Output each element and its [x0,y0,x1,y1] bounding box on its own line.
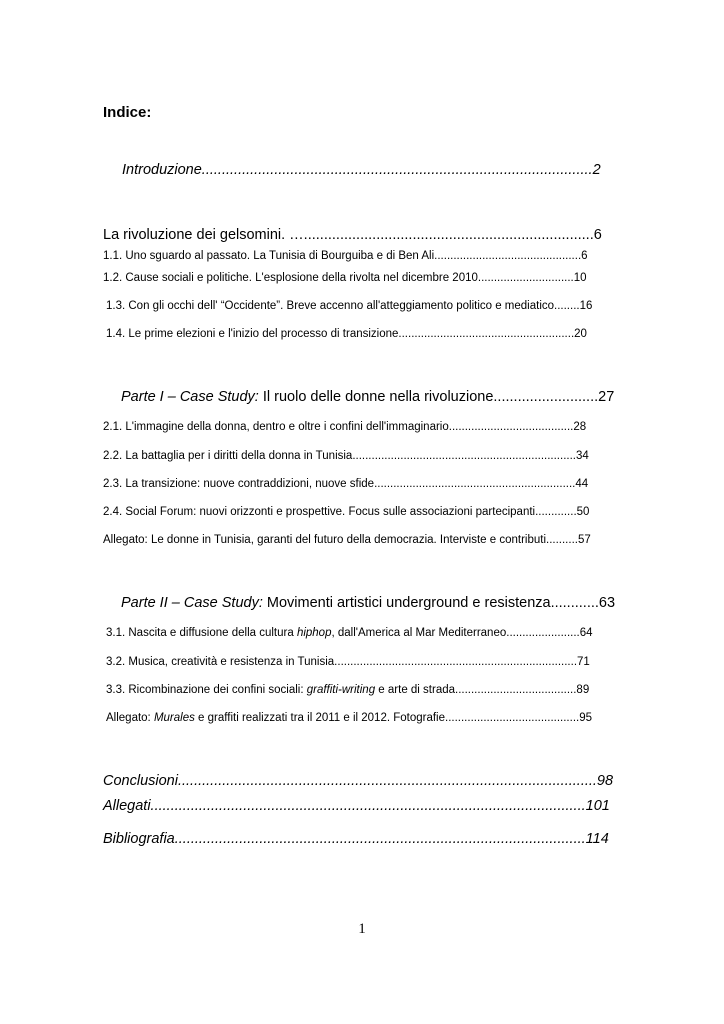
toc-section-3-3-text: 3.3. Ricombinazione dei confini sociali: [106,684,307,696]
toc-bibliografia[interactable]: Bibliografia......................................................................................................114 [103,831,609,847]
index-heading: Indice: [103,104,152,121]
toc-section-3-1-hiphop: hiphop [296,627,332,639]
toc-parte-2-title: Movimenti artistici underground e resistenza............63 [262,595,616,611]
toc-section-1-1[interactable]: 1.1. Uno sguardo al passato. La Tunisia di Bourguiba e di Ben Ali..............................................6 [103,250,588,262]
toc-section-2-4[interactable]: 2.4. Social Forum: nuovi orizzonti e prospettive. Focus sulle associazioni partecipanti.............50 [103,506,590,518]
toc-section-1-4[interactable]: 1.4. Le prime elezioni e l'inizio del processo di transizione.......................................................20 [106,328,587,340]
toc-conclusioni[interactable]: Conclusioni........................................................................................................98 [103,773,614,789]
toc-rivoluzione[interactable]: La rivoluzione dei gelsomini. …........................................................................6 [103,227,602,243]
toc-allegato-murales-italic: Murales [153,712,195,724]
toc-section-2-3[interactable]: 2.3. La transizione: nuove contraddizioni, nuove sfide...............................................................44 [103,478,589,490]
toc-parte-2-label: Parte II – Case Study: [121,595,263,611]
toc-section-3-1[interactable] [106,627,593,639]
toc-section-3-2[interactable]: 3.2. Musica, creatività e resistenza in Tunisia............................................................................71 [106,656,590,668]
toc-section-1-3[interactable]: 1.3. Con gli occhi dell' “Occidente”. Breve accenno all'atteggiamento politico e mediatico........16 [106,300,593,312]
toc-section-3-3-rest: e arte di strada......................................89 [375,684,590,696]
toc-introduzione[interactable]: Introduzione.................................................................................................2 [122,162,601,178]
toc-parte-1[interactable] [121,389,614,405]
toc-parte-1-label: Parte I – Case Study: [121,389,259,405]
toc-section-3-1-text: 3.1. Nascita e diffusione della cultura [106,627,297,639]
toc-section-3-3[interactable] [106,684,589,696]
toc-allegato-murales-rest: e graffiti realizzati tra il 2011 e il 2012. Fotografie..........................................95 [194,712,592,724]
toc-allegato-donne[interactable]: Allegato: Le donne in Tunisia, garanti del futuro della democrazia. Interviste e contributi..........57 [103,534,591,546]
toc-parte-2[interactable] [121,595,615,611]
toc-section-2-1[interactable]: 2.1. L'immagine della donna, dentro e oltre i confini dell'immaginario.......................................28 [103,421,587,433]
toc-section-3-3-graffiti: graffiti-writing [306,684,376,696]
toc-allegato-murales[interactable] [106,712,592,724]
toc-section-2-2[interactable]: 2.2. La battaglia per i diritti della donna in Tunisia......................................................................34 [103,450,589,462]
toc-allegato-murales-label: Allegato: [106,712,154,724]
toc-parte-1-title: Il ruolo delle donne nella rivoluzione..........................27 [258,389,615,405]
toc-allegati[interactable]: Allegati............................................................................................................101 [103,798,610,814]
page-number: 1 [358,921,366,937]
toc-section-3-1-rest: , dall'America al Mar Mediterraneo.......................64 [331,627,593,639]
toc-section-1-2[interactable]: 1.2. Cause sociali e politiche. L'esplosione della rivolta nel dicembre 2010..............................10 [103,272,587,284]
